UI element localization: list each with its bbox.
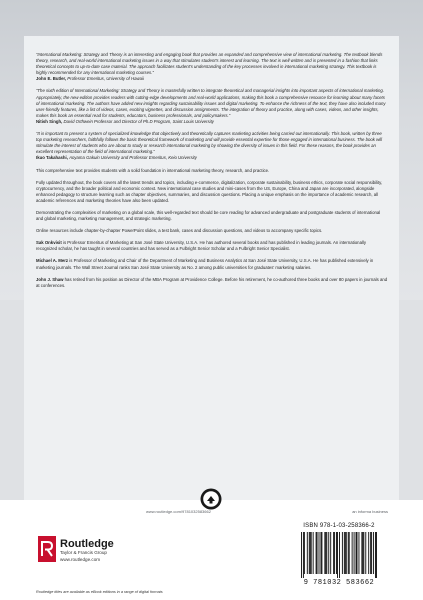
routledge-r-icon xyxy=(38,536,56,562)
author-bio-text: is Professor of Marketing and Chair of the Department of Marketing and Business Analytics at San José State University, U.S.A. He has published extensively in marketing journals. The Wall Street Journal ranks San José State University as No. 2 among public universities for graduates’ marketing salaries. xyxy=(36,258,374,270)
author-name: John J. Shaw xyxy=(36,276,64,282)
quote-1 xyxy=(36,52,388,82)
ebook-footnote: Routledge titles are available as eBook editions in a range of digital formats xyxy=(36,590,163,594)
quote-text: “It is important to present a system of specialized knowledge that objectively and theoretically captures marketing activities being carried out internationally. This book, written by three top marketing researchers, faithfully follows the basic theoretical framework of marketing and will provide essential expertise for those engaged in international business. The book will stimulate the interest of students who are about to study or research international marketing by showing the diversity of issues in this field. For these reasons, the book provides an excellent representation of the field of international marketing.” xyxy=(36,131,383,155)
support-material-badge-icon xyxy=(200,488,222,510)
isbn-digits: 9 781032 583662 xyxy=(303,579,375,587)
brand-name: Routledge xyxy=(60,538,114,550)
brand-url[interactable]: www.routledge.com xyxy=(60,557,101,562)
barcode-icon xyxy=(301,532,377,578)
blurb-column xyxy=(36,52,388,295)
quote-author: Ikuo Takahashi, xyxy=(36,155,68,161)
quote-3 xyxy=(36,131,388,161)
quote-affiliation: Aoyama Gakuin University and Professor Emeritus, Keio University xyxy=(69,155,197,161)
author-bio-text: is Professor Emeritus of Marketing at San José State University, U.S.A. He has authored several books and has published in leading journals. An internationally recognized scholar, he has taught in several countries and has served as a Fulbright Senior Scholar and a Fulbright Senior Specialist. xyxy=(36,240,367,252)
author-bio xyxy=(36,240,388,252)
brand-subtitle: Taylor & Francis Group xyxy=(60,550,107,555)
footer-links xyxy=(36,509,388,517)
cover-footer xyxy=(0,500,423,600)
author-name: Michael A. Merz xyxy=(36,258,69,264)
quote-author: Nitish Singh, xyxy=(36,118,63,124)
author-name: Sak Onkvisit xyxy=(36,240,62,246)
quote-text: “The sixth edition of International Marketing: Strategy and Theory is masterfully written to integrate theoretical and managerial insights into important aspects of international marketing. Appropriately, the new edition provides readers with cutting-edge developments and real-world applications, making this book a comprehensive resource for learning about many facets of international marketing. The authors have added new insights regarding sustainability issues and digital marketing. To enhance the richness of the text, they have also included many user-friendly features, like a list of videos, cases, exciting vignettes, and discussion assignments. The integration of theory and practice, along with cases, videos, and other insights, makes this book an essential read for students, educators, business professionals, and policymakers.” xyxy=(36,88,386,118)
informa-tagline: an informa business xyxy=(352,509,388,514)
routledge-logo xyxy=(38,536,128,566)
description-paragraph: Demonstrating the complexities of marketing on a global scale, this well-regarded text should be core reading for advanced undergraduate and postgraduate students of international and global marketing, marketing management, and strategic marketing. xyxy=(36,209,381,222)
quote-affiliation: David Orthwein Professor and Director of Ph.D Program, Saint Louis University xyxy=(63,118,214,124)
quote-author: John E. Butler, xyxy=(36,76,67,82)
isbn-barcode-block xyxy=(291,523,387,591)
description-paragraph: This comprehensive text provides students with a solid foundation in international marketing theory, research, and practice. xyxy=(36,167,270,173)
book-url-link[interactable]: www.routledge.com/9781032583662 xyxy=(146,509,211,514)
description-paragraph: Online resources include chapter-by-chapter PowerPoint slides, a test bank, cases and discussion questions, and videos to accompany specific topics. xyxy=(36,228,323,234)
quote-text: “International Marketing: Strategy and Theory is an interesting and engaging book that provides an expanded and comprehensive view of international marketing. The textbook blends theory, research, and real-world international marketing issues in a way that stimulates student’s interest and learning. The text is well written and is presented in a fashion that links theoretical concepts to up-to-date case material. The approach facilitates student’s understanding of the key processes involved in international marketing strategy. This textbook is highly recommended for any international marketing courses.” xyxy=(36,52,383,76)
quote-2 xyxy=(36,88,388,125)
description-paragraph: Fully updated throughout, the book covers all the latest trends and topics, including e-commerce, digitalization, corporate sustainability, business ethics, corporate social responsibility, cryptocurrency, and the broader political and economic context. New international case studies and mini-cases from the US, Europe, China and Japan are incorporated, alongside enhanced pedagogy to structure learning such as chapter objectives, summaries, and discussion questions. Placing a unique emphasis on the importance of academic research, all academic references and marketing theories have also been updated. xyxy=(36,179,383,203)
quote-affiliation: Professor Emeritus, University of Hawaii xyxy=(67,76,144,82)
author-bio-text: has retired from his position as Director of the MBA Program at Providence College. Before his retirement, he co-authored three books and over 80 papers in journals and at conferences. xyxy=(36,276,388,288)
author-bio xyxy=(36,277,388,289)
isbn-label: ISBN 978-1-03-258366-2 xyxy=(303,523,375,529)
author-bio xyxy=(36,258,388,270)
